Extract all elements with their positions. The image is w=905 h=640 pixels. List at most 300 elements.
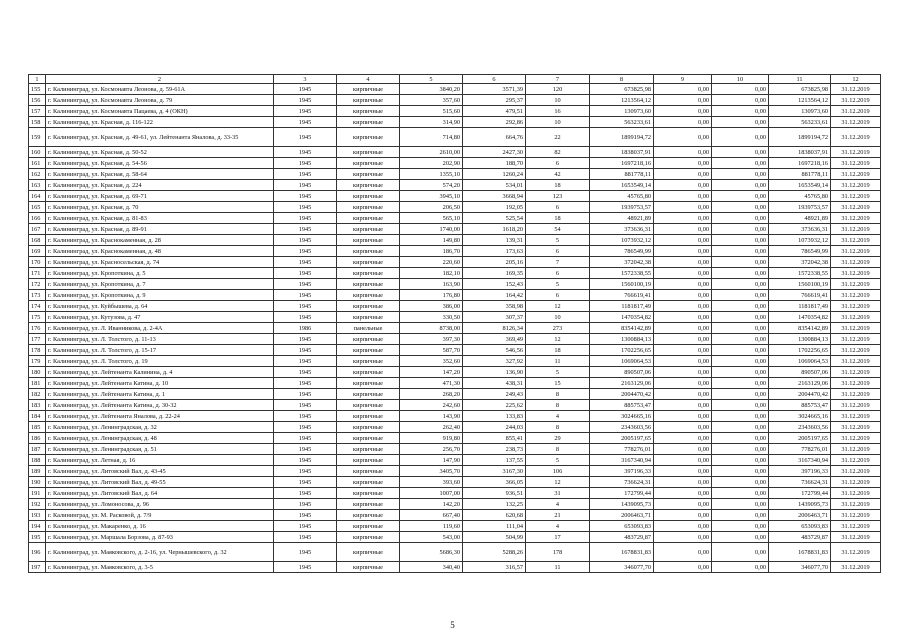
cell-value-col9: 0,00 xyxy=(654,323,712,334)
table-row xyxy=(29,477,881,488)
cell-date: 31.12.2019 xyxy=(831,562,881,573)
table-row xyxy=(29,268,881,279)
table-row xyxy=(29,224,881,235)
cell-value-col11: 1213564,12 xyxy=(769,95,831,106)
cell-value-col9: 0,00 xyxy=(654,117,712,128)
cell-row-number: 182 xyxy=(29,389,46,400)
cell-value-col10: 0,00 xyxy=(712,389,769,400)
cell-value-col11: 890507,06 xyxy=(769,367,831,378)
cell-total-area: 268,20 xyxy=(400,389,463,400)
cell-residents: 12 xyxy=(526,477,590,488)
cell-address: г. Калининград, ул. Лейтенанта Катина, д. 1 xyxy=(46,389,274,400)
cell-residents: 21 xyxy=(526,510,590,521)
cell-residents: 5 xyxy=(526,367,590,378)
cell-row-number: 172 xyxy=(29,279,46,290)
register-table xyxy=(28,74,881,573)
cell-value-col9: 0,00 xyxy=(654,422,712,433)
cell-year-built: 1945 xyxy=(274,532,337,543)
cell-wall-material: кирпичные xyxy=(337,345,400,356)
cell-value-col11: 1073932,12 xyxy=(769,235,831,246)
cell-wall-material: панельные xyxy=(337,323,400,334)
cell-living-area: 8126,34 xyxy=(463,323,526,334)
cell-cost-value: 483729,87 xyxy=(590,532,654,543)
cell-date: 31.12.2019 xyxy=(831,95,881,106)
cell-date: 31.12.2019 xyxy=(831,378,881,389)
cell-row-number: 175 xyxy=(29,312,46,323)
cell-total-area: 163,90 xyxy=(400,279,463,290)
cell-value-col11: 2343603,56 xyxy=(769,422,831,433)
cell-row-number: 169 xyxy=(29,246,46,257)
cell-value-col9: 0,00 xyxy=(654,356,712,367)
cell-date: 31.12.2019 xyxy=(831,400,881,411)
cell-value-col11: 881778,11 xyxy=(769,169,831,180)
cell-cost-value: 653093,83 xyxy=(590,521,654,532)
cell-living-area: 132,25 xyxy=(463,499,526,510)
cell-wall-material: кирпичные xyxy=(337,169,400,180)
cell-value-col9: 0,00 xyxy=(654,84,712,95)
cell-wall-material: кирпичные xyxy=(337,367,400,378)
cell-value-col10: 0,00 xyxy=(712,158,769,169)
table-row xyxy=(29,422,881,433)
cell-date: 31.12.2019 xyxy=(831,117,881,128)
cell-value-col10: 0,00 xyxy=(712,367,769,378)
cell-address: г. Калининград, ул. Литовский Вал, д. 64 xyxy=(46,488,274,499)
cell-year-built: 1945 xyxy=(274,257,337,268)
cell-cost-value: 2004470,42 xyxy=(590,389,654,400)
cell-value-col9: 0,00 xyxy=(654,543,712,562)
cell-total-area: 340,40 xyxy=(400,562,463,573)
cell-wall-material: кирпичные xyxy=(337,213,400,224)
cell-address: г. Калининград, ул. Космонавта Леонова, д. 59-61А xyxy=(46,84,274,95)
cell-total-area: 3945,10 xyxy=(400,191,463,202)
cell-value-col10: 0,00 xyxy=(712,290,769,301)
table-row xyxy=(29,279,881,290)
cell-wall-material: кирпичные xyxy=(337,246,400,257)
cell-total-area: 3840,20 xyxy=(400,84,463,95)
cell-date: 31.12.2019 xyxy=(831,279,881,290)
register-table-container xyxy=(28,74,880,573)
header-row xyxy=(29,75,881,84)
cell-year-built: 1945 xyxy=(274,169,337,180)
cell-residents: 18 xyxy=(526,213,590,224)
cell-wall-material: кирпичные xyxy=(337,466,400,477)
cell-cost-value: 1300884,13 xyxy=(590,334,654,345)
cell-value-col11: 1653549,14 xyxy=(769,180,831,191)
cell-year-built: 1945 xyxy=(274,455,337,466)
cell-row-number: 181 xyxy=(29,378,46,389)
cell-value-col10: 0,00 xyxy=(712,499,769,510)
cell-wall-material: кирпичные xyxy=(337,84,400,95)
table-row xyxy=(29,521,881,532)
column-header: 4 xyxy=(337,75,400,84)
cell-address: г. Калининград, ул. Космонавта Леонова, д. 79 xyxy=(46,95,274,106)
cell-value-col9: 0,00 xyxy=(654,290,712,301)
cell-residents: 273 xyxy=(526,323,590,334)
cell-cost-value: 2006463,71 xyxy=(590,510,654,521)
cell-wall-material: кирпичные xyxy=(337,106,400,117)
cell-address: г. Калининград, ул. Маяковского, д. 3-5 xyxy=(46,562,274,573)
cell-address: г. Калининград, ул. Красная, д. 70 xyxy=(46,202,274,213)
cell-value-col10: 0,00 xyxy=(712,213,769,224)
cell-year-built: 1945 xyxy=(274,202,337,213)
cell-year-built: 1945 xyxy=(274,562,337,573)
cell-cost-value: 2343603,56 xyxy=(590,422,654,433)
cell-living-area: 327,92 xyxy=(463,356,526,367)
cell-year-built: 1945 xyxy=(274,521,337,532)
column-header: 6 xyxy=(463,75,526,84)
cell-living-area: 5288,26 xyxy=(463,543,526,562)
cell-wall-material: кирпичные xyxy=(337,191,400,202)
cell-cost-value: 130973,60 xyxy=(590,106,654,117)
cell-wall-material: кирпичные xyxy=(337,532,400,543)
cell-value-col11: 1697218,16 xyxy=(769,158,831,169)
table-row xyxy=(29,455,881,466)
cell-address: г. Калининград, ул. Красная, д. 49-61, ул. Лейтенанта Яналова, д. 33-35 xyxy=(46,128,274,147)
table-row xyxy=(29,488,881,499)
cell-address: г. Калининград, ул. Кропоткина, д. 7 xyxy=(46,279,274,290)
cell-row-number: 164 xyxy=(29,191,46,202)
cell-living-area: 3167,30 xyxy=(463,466,526,477)
cell-year-built: 1945 xyxy=(274,433,337,444)
cell-address: г. Калининград, ул. Краснокаменная, д. 48 xyxy=(46,246,274,257)
cell-row-number: 171 xyxy=(29,268,46,279)
cell-row-number: 189 xyxy=(29,466,46,477)
cell-value-col10: 0,00 xyxy=(712,84,769,95)
cell-year-built: 1945 xyxy=(274,334,337,345)
cell-living-area: 295,37 xyxy=(463,95,526,106)
table-row xyxy=(29,84,881,95)
cell-residents: 6 xyxy=(526,158,590,169)
cell-row-number: 197 xyxy=(29,562,46,573)
cell-date: 31.12.2019 xyxy=(831,532,881,543)
cell-row-number: 166 xyxy=(29,213,46,224)
cell-cost-value: 48921,89 xyxy=(590,213,654,224)
cell-living-area: 307,37 xyxy=(463,312,526,323)
cell-value-col10: 0,00 xyxy=(712,562,769,573)
cell-row-number: 185 xyxy=(29,422,46,433)
cell-date: 31.12.2019 xyxy=(831,268,881,279)
cell-row-number: 191 xyxy=(29,488,46,499)
cell-value-col9: 0,00 xyxy=(654,488,712,499)
cell-date: 31.12.2019 xyxy=(831,158,881,169)
cell-wall-material: кирпичные xyxy=(337,433,400,444)
cell-year-built: 1945 xyxy=(274,158,337,169)
cell-wall-material: кирпичные xyxy=(337,180,400,191)
cell-total-area: 2610,00 xyxy=(400,147,463,158)
cell-residents: 106 xyxy=(526,466,590,477)
cell-value-col10: 0,00 xyxy=(712,444,769,455)
cell-address: г. Калининград, ул. Красная, д. 81-83 xyxy=(46,213,274,224)
cell-year-built: 1945 xyxy=(274,84,337,95)
cell-wall-material: кирпичные xyxy=(337,477,400,488)
cell-value-col9: 0,00 xyxy=(654,106,712,117)
cell-value-col11: 1939753,57 xyxy=(769,202,831,213)
cell-address: г. Калининград, ул. Космонавта Пацаева, д. 4 (ОКН) xyxy=(46,106,274,117)
cell-wall-material: кирпичные xyxy=(337,411,400,422)
cell-value-col9: 0,00 xyxy=(654,334,712,345)
cell-cost-value: 1678831,83 xyxy=(590,543,654,562)
cell-total-area: 176,80 xyxy=(400,290,463,301)
cell-living-area: 438,31 xyxy=(463,378,526,389)
cell-value-col10: 0,00 xyxy=(712,95,769,106)
cell-residents: 17 xyxy=(526,532,590,543)
cell-cost-value: 890507,06 xyxy=(590,367,654,378)
cell-cost-value: 1838037,91 xyxy=(590,147,654,158)
cell-cost-value: 1697218,16 xyxy=(590,158,654,169)
cell-year-built: 1945 xyxy=(274,466,337,477)
cell-year-built: 1945 xyxy=(274,389,337,400)
cell-cost-value: 786549,99 xyxy=(590,246,654,257)
cell-living-area: 855,41 xyxy=(463,433,526,444)
cell-value-col10: 0,00 xyxy=(712,301,769,312)
cell-address: г. Калининград, ул. Ленинградская, д. 32 xyxy=(46,422,274,433)
table-row xyxy=(29,117,881,128)
cell-value-col9: 0,00 xyxy=(654,224,712,235)
cell-wall-material: кирпичные xyxy=(337,147,400,158)
cell-total-area: 574,20 xyxy=(400,180,463,191)
cell-address: г. Калининград, ул. Лейтенанта Катина, д. 10 xyxy=(46,378,274,389)
cell-cost-value: 1899194,72 xyxy=(590,128,654,147)
cell-value-col10: 0,00 xyxy=(712,334,769,345)
cell-wall-material: кирпичные xyxy=(337,444,400,455)
cell-row-number: 183 xyxy=(29,400,46,411)
cell-cost-value: 2163129,06 xyxy=(590,378,654,389)
cell-residents: 42 xyxy=(526,169,590,180)
cell-wall-material: кирпичные xyxy=(337,422,400,433)
cell-value-col11: 563233,61 xyxy=(769,117,831,128)
cell-address: г. Калининград, ул. Красная, д. 116-122 xyxy=(46,117,274,128)
cell-wall-material: кирпичные xyxy=(337,257,400,268)
cell-year-built: 1945 xyxy=(274,290,337,301)
cell-date: 31.12.2019 xyxy=(831,444,881,455)
cell-living-area: 369,49 xyxy=(463,334,526,345)
cell-wall-material: кирпичные xyxy=(337,378,400,389)
cell-living-area: 188,70 xyxy=(463,158,526,169)
cell-address: г. Калининград, ул. Красносельская, д. 74 xyxy=(46,257,274,268)
cell-living-area: 1260,24 xyxy=(463,169,526,180)
cell-value-col10: 0,00 xyxy=(712,180,769,191)
cell-living-area: 504,99 xyxy=(463,532,526,543)
cell-cost-value: 1653549,14 xyxy=(590,180,654,191)
cell-value-col9: 0,00 xyxy=(654,521,712,532)
cell-year-built: 1986 xyxy=(274,323,337,334)
table-row xyxy=(29,246,881,257)
column-header: 3 xyxy=(274,75,337,84)
cell-row-number: 192 xyxy=(29,499,46,510)
cell-total-area: 8738,00 xyxy=(400,323,463,334)
cell-total-area: 143,90 xyxy=(400,411,463,422)
cell-residents: 18 xyxy=(526,180,590,191)
cell-total-area: 314,90 xyxy=(400,117,463,128)
cell-cost-value: 1213564,12 xyxy=(590,95,654,106)
cell-total-area: 256,70 xyxy=(400,444,463,455)
cell-total-area: 182,10 xyxy=(400,268,463,279)
cell-address: г. Калининград, ул. Макаренко, д. 16 xyxy=(46,521,274,532)
cell-total-area: 186,70 xyxy=(400,246,463,257)
cell-value-col9: 0,00 xyxy=(654,95,712,106)
cell-row-number: 158 xyxy=(29,117,46,128)
cell-residents: 16 xyxy=(526,106,590,117)
cell-value-col9: 0,00 xyxy=(654,147,712,158)
cell-residents: 8 xyxy=(526,389,590,400)
cell-address: г. Калининград, ул. М. Расковой, д. 7/9 xyxy=(46,510,274,521)
cell-residents: 10 xyxy=(526,95,590,106)
cell-cost-value: 3024665,16 xyxy=(590,411,654,422)
cell-date: 31.12.2019 xyxy=(831,224,881,235)
cell-address: г. Калининград, ул. Лейтенанта Яналова, д. 22-24 xyxy=(46,411,274,422)
cell-address: г. Калининград, ул. Летная, д. 16 xyxy=(46,455,274,466)
cell-row-number: 155 xyxy=(29,84,46,95)
table-row xyxy=(29,411,881,422)
cell-year-built: 1945 xyxy=(274,279,337,290)
cell-total-area: 3405,70 xyxy=(400,466,463,477)
cell-value-col9: 0,00 xyxy=(654,312,712,323)
cell-wall-material: кирпичные xyxy=(337,499,400,510)
cell-value-col9: 0,00 xyxy=(654,455,712,466)
cell-value-col11: 1181817,49 xyxy=(769,301,831,312)
cell-living-area: 173,63 xyxy=(463,246,526,257)
cell-total-area: 1355,10 xyxy=(400,169,463,180)
cell-living-area: 137,55 xyxy=(463,455,526,466)
cell-living-area: 936,51 xyxy=(463,488,526,499)
cell-value-col10: 0,00 xyxy=(712,117,769,128)
cell-wall-material: кирпичные xyxy=(337,268,400,279)
cell-living-area: 139,31 xyxy=(463,235,526,246)
cell-row-number: 173 xyxy=(29,290,46,301)
cell-cost-value: 1073932,12 xyxy=(590,235,654,246)
cell-wall-material: кирпичные xyxy=(337,488,400,499)
cell-address: г. Калининград, ул. Л. Толстого, д. 15-17 xyxy=(46,345,274,356)
cell-cost-value: 3167340,94 xyxy=(590,455,654,466)
cell-cost-value: 1470354,82 xyxy=(590,312,654,323)
cell-row-number: 160 xyxy=(29,147,46,158)
cell-address: г. Калининград, ул. Кропоткина, д. 5 xyxy=(46,268,274,279)
cell-total-area: 119,60 xyxy=(400,521,463,532)
cell-residents: 22 xyxy=(526,128,590,147)
cell-residents: 31 xyxy=(526,488,590,499)
cell-residents: 5 xyxy=(526,455,590,466)
cell-living-area: 479,51 xyxy=(463,106,526,117)
cell-wall-material: кирпичные xyxy=(337,521,400,532)
table-row xyxy=(29,562,881,573)
cell-cost-value: 1702256,65 xyxy=(590,345,654,356)
cell-wall-material: кирпичные xyxy=(337,356,400,367)
cell-year-built: 1945 xyxy=(274,117,337,128)
cell-total-area: 220,60 xyxy=(400,257,463,268)
cell-residents: 178 xyxy=(526,543,590,562)
cell-row-number: 184 xyxy=(29,411,46,422)
table-row xyxy=(29,499,881,510)
cell-row-number: 190 xyxy=(29,477,46,488)
cell-row-number: 178 xyxy=(29,345,46,356)
cell-total-area: 714,80 xyxy=(400,128,463,147)
cell-value-col9: 0,00 xyxy=(654,499,712,510)
table-row xyxy=(29,180,881,191)
table-row xyxy=(29,147,881,158)
column-header: 10 xyxy=(712,75,769,84)
cell-value-col9: 0,00 xyxy=(654,562,712,573)
cell-address: г. Калининград, ул. Кропоткина, д. 9 xyxy=(46,290,274,301)
cell-year-built: 1945 xyxy=(274,400,337,411)
cell-value-col10: 0,00 xyxy=(712,433,769,444)
cell-value-col10: 0,00 xyxy=(712,235,769,246)
cell-address: г. Калининград, ул. Ломоносова, д. 96 xyxy=(46,499,274,510)
cell-living-area: 244,03 xyxy=(463,422,526,433)
table-row xyxy=(29,378,881,389)
cell-row-number: 156 xyxy=(29,95,46,106)
cell-value-col11: 673825,98 xyxy=(769,84,831,95)
cell-total-area: 242,60 xyxy=(400,400,463,411)
cell-date: 31.12.2019 xyxy=(831,334,881,345)
cell-living-area: 111,04 xyxy=(463,521,526,532)
cell-residents: 120 xyxy=(526,84,590,95)
cell-wall-material: кирпичные xyxy=(337,543,400,562)
cell-value-col11: 1300884,13 xyxy=(769,334,831,345)
cell-date: 31.12.2019 xyxy=(831,422,881,433)
cell-address: г. Калининград, ул. Лейтенанта Катина, д. 30-32 xyxy=(46,400,274,411)
cell-value-col9: 0,00 xyxy=(654,444,712,455)
cell-residents: 4 xyxy=(526,499,590,510)
cell-living-area: 249,43 xyxy=(463,389,526,400)
cell-total-area: 386,00 xyxy=(400,301,463,312)
cell-cost-value: 172799,44 xyxy=(590,488,654,499)
cell-wall-material: кирпичные xyxy=(337,202,400,213)
cell-living-area: 316,57 xyxy=(463,562,526,573)
cell-date: 31.12.2019 xyxy=(831,356,881,367)
cell-value-col11: 8354142,89 xyxy=(769,323,831,334)
cell-residents: 18 xyxy=(526,345,590,356)
cell-value-col11: 1678831,83 xyxy=(769,543,831,562)
cell-cost-value: 2005197,65 xyxy=(590,433,654,444)
cell-year-built: 1945 xyxy=(274,378,337,389)
cell-value-col11: 3167340,94 xyxy=(769,455,831,466)
cell-total-area: 1007,00 xyxy=(400,488,463,499)
cell-row-number: 162 xyxy=(29,169,46,180)
cell-residents: 10 xyxy=(526,117,590,128)
cell-year-built: 1945 xyxy=(274,477,337,488)
cell-total-area: 543,00 xyxy=(400,532,463,543)
cell-date: 31.12.2019 xyxy=(831,128,881,147)
cell-total-area: 1740,00 xyxy=(400,224,463,235)
cell-value-col10: 0,00 xyxy=(712,532,769,543)
cell-value-col11: 2004470,42 xyxy=(769,389,831,400)
cell-value-col11: 372042,38 xyxy=(769,257,831,268)
cell-residents: 54 xyxy=(526,224,590,235)
cell-value-col10: 0,00 xyxy=(712,191,769,202)
cell-address: г. Калининград, ул. Красная, д. 58-64 xyxy=(46,169,274,180)
cell-cost-value: 8354142,89 xyxy=(590,323,654,334)
cell-value-col9: 0,00 xyxy=(654,433,712,444)
cell-total-area: 393,60 xyxy=(400,477,463,488)
cell-value-col10: 0,00 xyxy=(712,411,769,422)
cell-date: 31.12.2019 xyxy=(831,455,881,466)
cell-wall-material: кирпичные xyxy=(337,455,400,466)
cell-value-col9: 0,00 xyxy=(654,169,712,180)
cell-value-col11: 483729,87 xyxy=(769,532,831,543)
cell-value-col10: 0,00 xyxy=(712,488,769,499)
cell-row-number: 168 xyxy=(29,235,46,246)
cell-value-col9: 0,00 xyxy=(654,345,712,356)
cell-cost-value: 372042,38 xyxy=(590,257,654,268)
cell-address: г. Калининград, ул. Л. Толстого, д. 19 xyxy=(46,356,274,367)
cell-residents: 82 xyxy=(526,147,590,158)
cell-address: г. Калининград, ул. Литовский Вал, д. 49-55 xyxy=(46,477,274,488)
cell-living-area: 225,62 xyxy=(463,400,526,411)
cell-address: г. Калининград, ул. Маяковского, д. 2-16, ул. Чернышевского, д. 32 xyxy=(46,543,274,562)
cell-address: г. Калининград, ул. Красная, д. 89-91 xyxy=(46,224,274,235)
cell-year-built: 1945 xyxy=(274,106,337,117)
cell-cost-value: 736624,31 xyxy=(590,477,654,488)
